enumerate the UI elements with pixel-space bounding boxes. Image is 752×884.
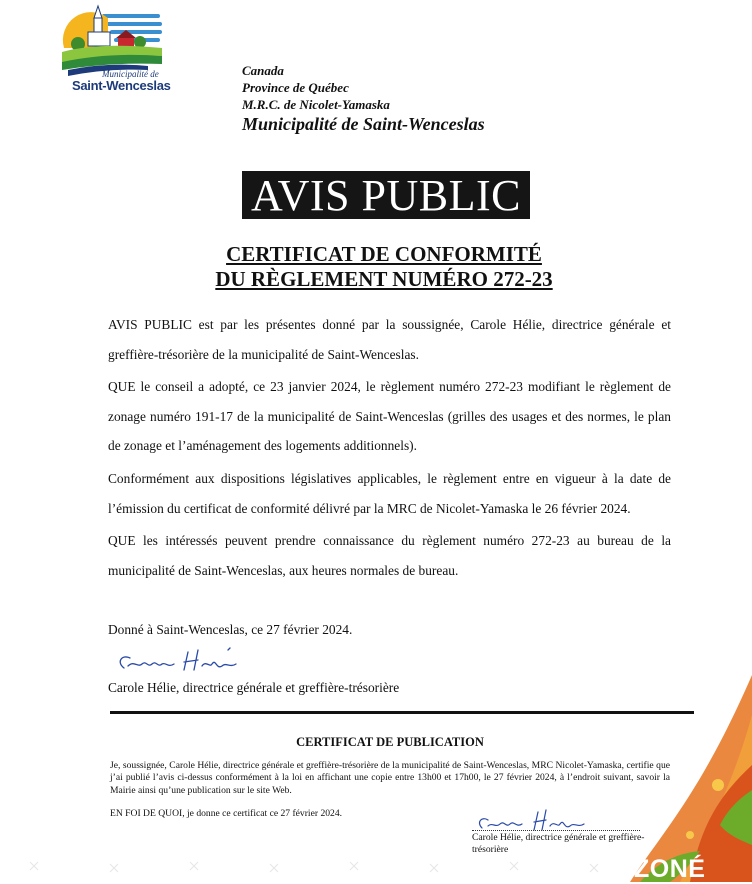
title-line-1: CERTIFICAT DE CONFORMITÉ (226, 242, 542, 266)
paragraph-2: QUE le conseil a adopté, ce 23 janvier 2024, le règlement numéro 272-23 modifiant le règlement de zonage numéro 191-17 de la municipalité de Saint-Wenceslas (grilles des usages et des normes, le plan de zonage et l’aménagement des logements additionnels). (108, 379, 671, 454)
signer-name-title: Carole Hélie, directrice générale et greffière-trésorière (108, 680, 400, 695)
letterhead-address (242, 62, 485, 135)
publication-certificate-body: Je, soussignée, Carole Hélie, directrice générale et greffière-trésorière de la municipalité de Saint-Wenceslas, MRC Nicolet-Yamaska, certifie que j’ai publié l’avis ci-dessus conformément à la loi en affichant une copie entre 13h00 et 17h00, le 27 février 2024, à l’endroit suivant, savoir la Mairie ainsi qu’une publication sur le site Web. (110, 760, 670, 796)
notice-body (108, 310, 671, 588)
logo-small-text: Municipalité de (102, 69, 159, 79)
paragraph-3: Conformément aux dispositions législatives applicables, le règlement entre en vigueur à la date de l’émission du certificat de conformité délivré par la MRC de Nicolet-Yamaska le 26 février 2024. (108, 470, 671, 516)
handwritten-signature (112, 644, 252, 680)
province: Province de Québec (242, 80, 349, 95)
logo-wordmark (72, 70, 182, 92)
country: Canada (242, 63, 284, 78)
paragraph-4: QUE les intéressés peuvent prendre connaissance du règlement numéro 272-23 au bureau de la municipalité de Saint-Wenceslas, aux heures normales de bureau. (108, 533, 671, 578)
title-line-2: DU RÈGLEMENT NUMÉRO 272-23 (215, 267, 553, 291)
footer-zone-mark: ZONÉ (634, 855, 706, 883)
certificate-signer: Carole Hélie, directrice générale et greffière-trésorière (472, 832, 645, 855)
document-title (160, 242, 608, 292)
decorative-corner-flower (600, 675, 752, 882)
paragraph-1: AVIS PUBLIC est par les présentes donné par la soussignée, Carole Hélie, directrice générale et greffière-trésorière de la municipalité de Saint-Wenceslas. (108, 317, 671, 362)
public-notice-banner: AVIS PUBLIC (242, 171, 530, 219)
given-at-date: Donné à Saint-Wenceslas, ce 27 février 2024. (108, 622, 353, 637)
mrc: M.R.C. de Nicolet-Yamaska (242, 97, 390, 112)
publication-certificate-title: CERTIFICAT DE PUBLICATION (296, 735, 484, 749)
municipality-name: Municipalité de Saint-Wenceslas (242, 114, 485, 134)
logo-big-text: Saint-Wenceslas (72, 78, 171, 93)
publication-certificate-date: EN FOI DE QUOI, je donne ce certificat ce 27 février 2024. (110, 808, 343, 819)
